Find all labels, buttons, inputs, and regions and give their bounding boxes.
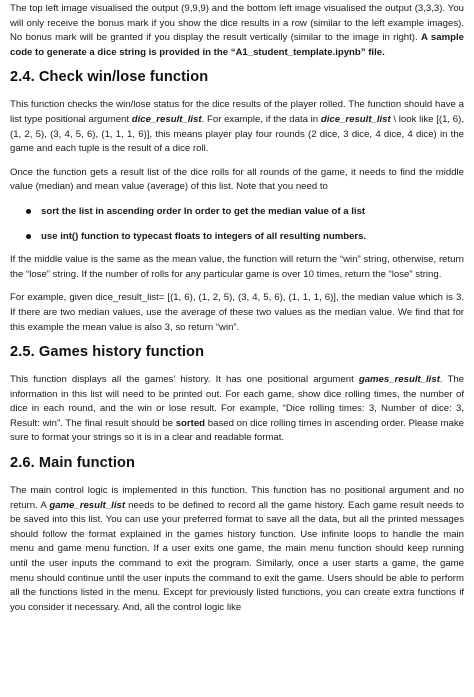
- bullet-item: [26, 230, 464, 245]
- bullet-dot-icon: [26, 234, 31, 239]
- text-run: . The information in this list will need to be printed out. For each game, show dice rolling times, the number of dice in each round, and the win or lose result. For example, “Dice rolling times: 3, Number of dice: 3, Result: win”. The final result should be: [10, 374, 464, 429]
- emphasis-text: sorted: [175, 417, 206, 429]
- section-2-6-heading: 2.6. Main function: [10, 455, 136, 472]
- section-2-4-paragraph-3: If the middle value is the same as the mean value, the function will return the “win” string, otherwise, return the “lose” string. If the number of rolls for any particular game is over 10 times, return the “lose” string.: [10, 254, 464, 280]
- intro-paragraph: [10, 2, 464, 60]
- intro-bold-note: A sample code to generate a dice string is provided in the “A1_student_template.ipynb” file.: [10, 32, 464, 58]
- intro-text: The top left image visualised the output (9,9,9) and the bottom left image visualised the output (3,3,3). You will only receive the bonus mark if you show the dice results in a row (similar to the left example images). No bonus mark will be granted if you display the result vertically (similar to the image in right).: [10, 3, 464, 44]
- bullet-text: use int() function to typecast floats to integers of all resulting numbers.: [41, 230, 367, 242]
- argument-name: game_result_list: [49, 499, 126, 511]
- bullet-dot-icon: [26, 209, 31, 214]
- bullet-text: sort the list in ascending order In order to get the median value of a list: [41, 205, 366, 217]
- section-2-6-header: [10, 455, 464, 471]
- bullet-item: [26, 205, 464, 220]
- text-run: This function displays all the games’ history. It has one positional argument: [10, 374, 359, 386]
- section-2-4-paragraph-2: Once the function gets a result list of the dice rolls for all rounds of the game, it needs to find the middle value (median) and mean value (average) of this list. Note that you need to: [10, 166, 464, 193]
- section-2-5-heading: 2.5. Games history function: [10, 344, 205, 361]
- argument-name: games_result_list: [358, 374, 440, 386]
- section-2-5-paragraph-1: [10, 373, 464, 446]
- section-2-4-heading: 2.4. Check win/lose function: [10, 69, 209, 86]
- text-run: The main control logic is implemented in this function. This function has no positional argument and no return. A: [10, 485, 464, 511]
- text-run: This function checks the win/lose status for the dice results of the player rolled. The function should have a list type positional argument: [10, 99, 464, 125]
- section-2-4-paragraph-4: For example, given dice_result_list= [(1, 6), (1, 2, 5), (3, 4, 5, 6), (1, 1, 1, 6)], the median value which is 3. If there are two median values, use the average of these two values as the median value. We find that for this example the mean value is also 3, so return “win”.: [10, 292, 464, 333]
- argument-name: dice_result_list: [131, 113, 202, 125]
- section-2-4-bullet-list: [10, 205, 464, 244]
- section-2-5-header: [10, 344, 464, 360]
- text-run: . For example, if the data in: [201, 113, 321, 125]
- section-2-4-header: [10, 69, 464, 85]
- text-run: \ look like [(1, 6), (1, 2, 5), (3, 4, 5, 6), (1, 1, 1, 6)], this means player play four rounds (2 dice, 3 dice, 4 dice, 4 dice) in the game and each tuple is the result of a dice roll.: [10, 113, 464, 155]
- section-2-4-paragraph-1: [10, 98, 464, 156]
- text-run: needs to be defined to record all the game history. Each game result needs to be saved into this list. You can use your preferred format to save all the data, but all the printed messages should follow the format explained in the games history function. Use infinite loops to handle the main menu and game menu function. If a user exits one game, the main menu function should keep running until the user inputs the command to exit the program. Similarly, once a user starts a game, the game menu should continue until the user inputs the command to exit the game. Users should be able to perform all the functions listed in the menu. Except for previously listed functions, you can create extra functions if you consider it necessary. And, all the control logic like: [10, 499, 464, 613]
- section-2-6-paragraph-1: [10, 484, 464, 615]
- argument-name: dice_result_list: [320, 113, 391, 125]
- text-run: based on dice rolling times in ascending order. Please make sure to format your strings so it is in a clear and readable format.: [10, 417, 464, 444]
